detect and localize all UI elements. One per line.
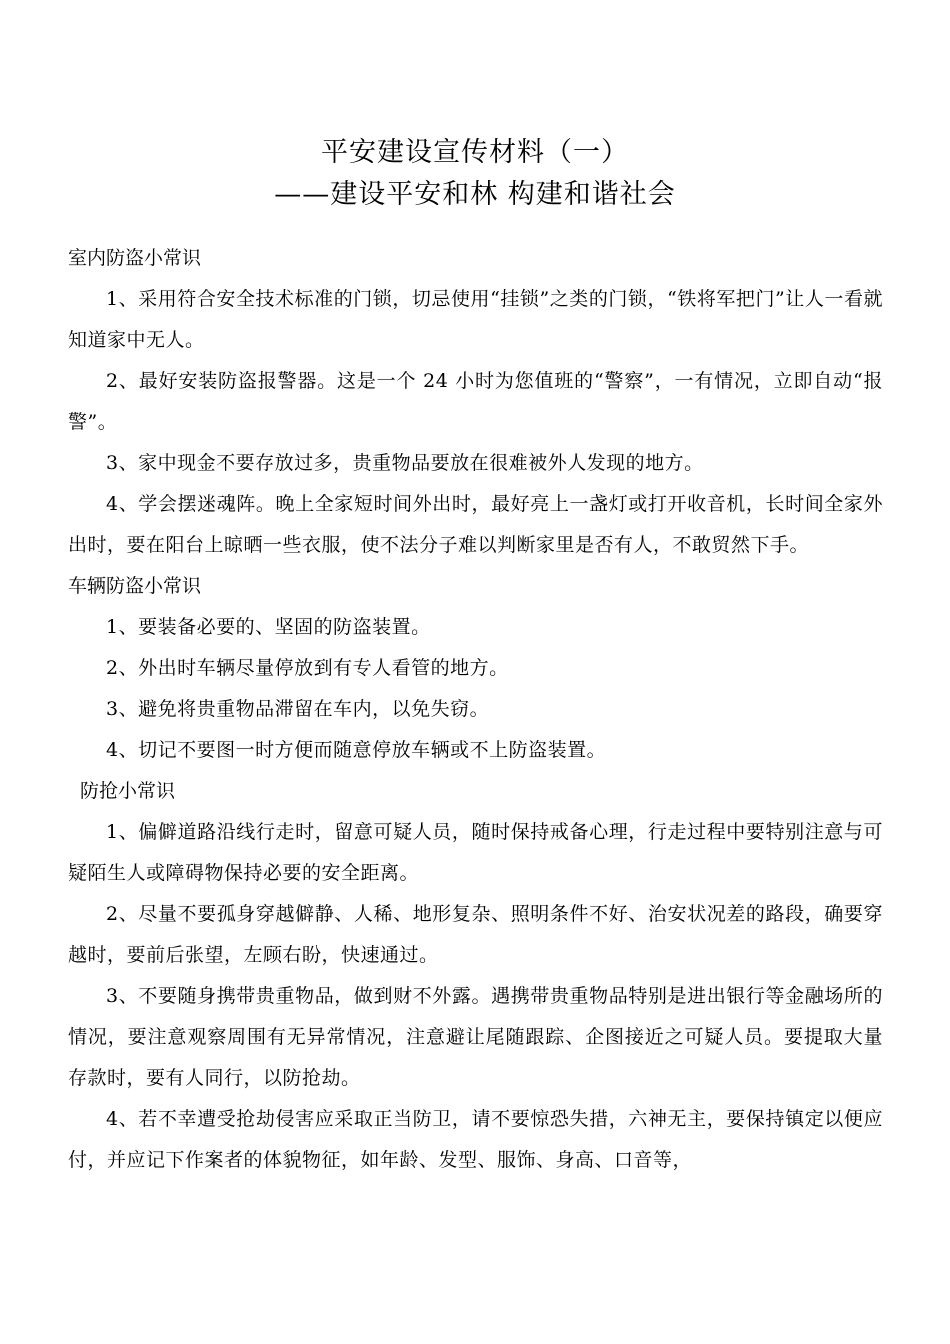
section-heading: 车辆防盗小常识 <box>68 575 202 597</box>
list-item: 3、避免将贵重物品滞留在车内，以免失窃。 <box>106 698 490 720</box>
section-indoor-theft <box>68 238 883 566</box>
document-body <box>68 238 883 1181</box>
list-item: 1、采用符合安全技术标准的门锁，切忌使用“挂锁”之类的门锁，“铁将军把门”让人一看就知道家中无人。 <box>68 288 883 351</box>
list-item: 1、偏僻道路沿线行走时，留意可疑人员，随时保持戒备心理，行走过程中要特别注意与可疑陌生人或障碍物保持必要的安全距离。 <box>68 821 883 884</box>
list-item: 2、尽量不要孤身穿越僻静、人稀、地形复杂、照明条件不好、治安状况差的路段，确要穿越时，要前后张望，左顾右盼，快速通过。 <box>68 903 883 966</box>
list-item: 4、切记不要图一时方便而随意停放车辆或不上防盗装置。 <box>106 739 607 761</box>
list-item: 1、要装备必要的、坚固的防盗装置。 <box>106 616 431 638</box>
list-item: 4、学会摆迷魂阵。晚上全家短时间外出时，最好亮上一盏灯或打开收音机，长时间全家外出时，要在阳台上晾晒一些衣服，使不法分子难以判断家里是否有人，不敢贸然下手。 <box>68 493 883 556</box>
document-subtitle: ——建设平安和林 构建和谐社会 <box>274 179 676 210</box>
section-heading: 室内防盗小常识 <box>68 247 202 269</box>
section-vehicle-theft <box>68 566 883 771</box>
document-title: 平安建设宣传材料（一） <box>321 137 629 168</box>
list-item: 3、家中现金不要存放过多，贵重物品要放在很难被外人发现的地方。 <box>106 452 704 474</box>
list-item: 3、不要随身携带贵重物品，做到财不外露。遇携带贵重物品特别是进出银行等金融场所的情况，要注意观察周围有无异常情况，注意避让尾随跟踪、企图接近之可疑人员。要提取大量存款时，要有人同行，以防抢劫。 <box>68 985 883 1089</box>
list-item: 2、外出时车辆尽量停放到有专人看管的地方。 <box>106 657 509 679</box>
list-item: 2、最好安装防盗报警器。这是一个 24 小时为您值班的“警察”，一有情况，立即自动“报警”。 <box>68 370 883 433</box>
section-anti-robbery <box>68 771 883 1181</box>
section-heading: 防抢小常识 <box>80 780 176 802</box>
list-item: 4、若不幸遭受抢劫侵害应采取正当防卫，请不要惊恐失措，六神无主，要保持镇定以便应付，并应记下作案者的体貌物征，如年龄、发型、服饰、身高、口音等， <box>68 1108 883 1171</box>
